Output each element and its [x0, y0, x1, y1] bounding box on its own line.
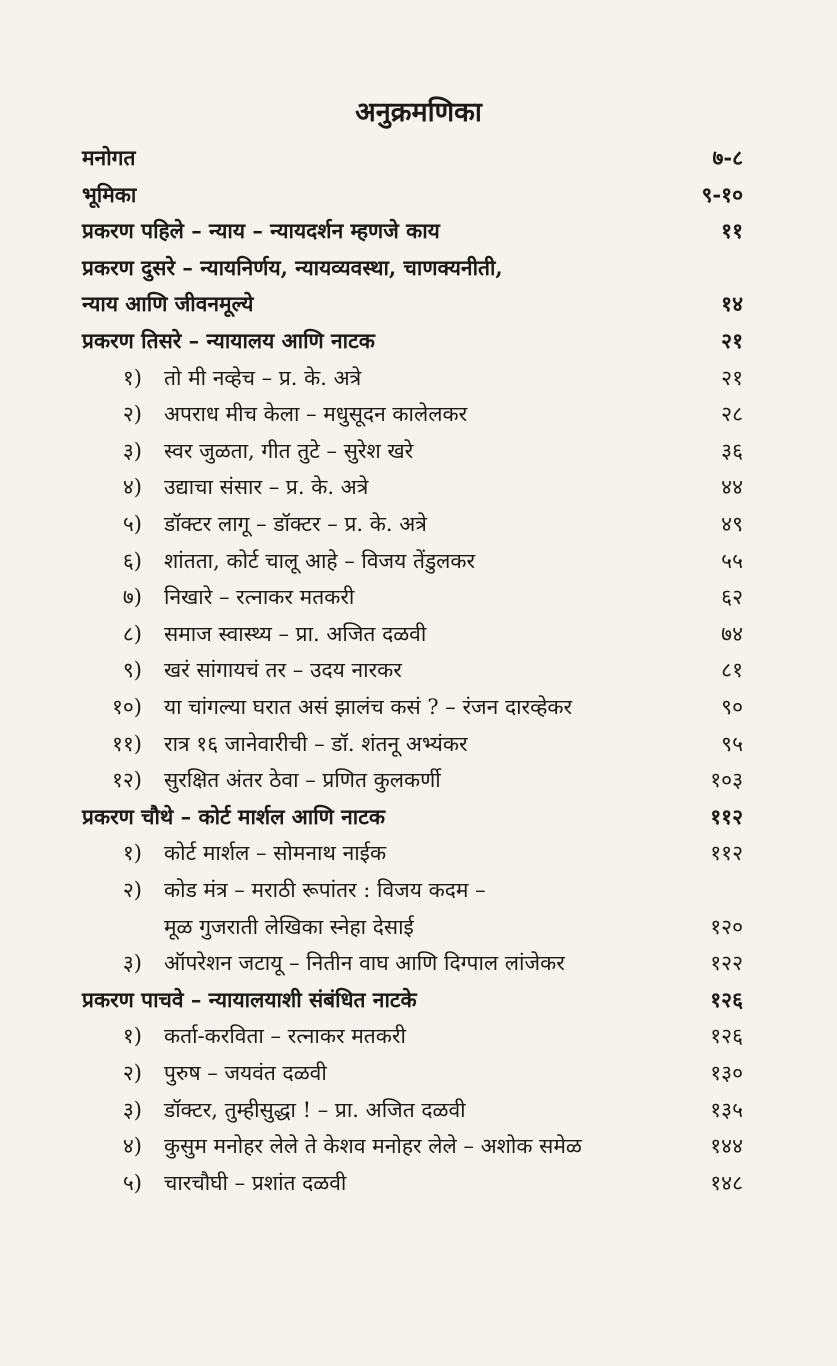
item-number: १) [122, 841, 142, 866]
entry-title: समाज स्वास्थ्य – प्रा. अजित दळवी [164, 621, 427, 646]
entry-title: कर्ता-करविता – रत्नाकर मतकरी [164, 1024, 406, 1049]
item-number: ४) [122, 1134, 142, 1159]
page-number: ११ [721, 218, 743, 244]
toc-heading [0, 799, 837, 835]
page-number: १०३ [710, 768, 743, 793]
page-number: १४४ [710, 1134, 743, 1159]
page-number: १४८ [710, 1170, 743, 1195]
item-number: ५) [122, 512, 142, 536]
toc-item [0, 835, 837, 871]
item-number: ३) [122, 951, 142, 976]
entry-title: खरं सांगायचं तर – उदय नारकर [164, 658, 402, 683]
entry-title: प्रकरण चौथे – कोर्ट मार्शल आणि नाटक [82, 803, 385, 829]
entry-title: डॉक्टर लागू – डॉक्टर – प्र. के. अत्रे [164, 512, 427, 536]
entry-title: रात्र १६ जानेवारीची – डॉ. शंतनू अभ्यंकर [164, 731, 468, 756]
entry-title: उद्याचा संसार – प्र. के. अत्रे [164, 475, 369, 500]
toc-item [0, 396, 837, 432]
item-number: ७) [122, 585, 142, 610]
entry-title: शांतता, कोर्ट चालू आहे – विजय तेंडुलकर [164, 548, 476, 573]
toc-item [0, 543, 837, 579]
toc-item [0, 579, 837, 615]
page-number: ६२ [721, 585, 743, 610]
item-number: ४) [122, 475, 142, 500]
entry-title: प्रकरण पहिले – न्याय – न्यायदर्शन म्हणजे काय [82, 218, 440, 244]
toc-item [0, 909, 837, 945]
item-number: ८) [122, 621, 142, 646]
item-number: ९) [122, 658, 142, 683]
entry-title: मनोगत [82, 145, 136, 170]
entry-title: या चांगल्या घरात असं झालंच कसं ? – रंजन दारव्हेकर [164, 695, 573, 719]
page-number: ७४ [721, 621, 743, 646]
page-number: २१ [721, 328, 743, 353]
toc-heading [0, 286, 837, 322]
toc-item [0, 689, 837, 725]
toc-item [0, 1018, 837, 1054]
item-number: १०) [111, 695, 142, 719]
toc-heading [0, 213, 837, 249]
toc-item [0, 726, 837, 762]
page-number: ३६ [721, 438, 743, 463]
toc-item [0, 945, 837, 981]
item-number: ३) [122, 1097, 142, 1122]
item-number: ५) [122, 1170, 142, 1195]
page-number: १४ [721, 291, 743, 317]
toc-item [0, 872, 837, 908]
page-title: अनुक्रमणिका [355, 97, 482, 128]
page-number: १३० [710, 1061, 743, 1085]
item-number: ११) [111, 731, 142, 756]
page-number: ७-८ [712, 145, 743, 170]
toc-item [0, 616, 837, 652]
page-number: ४९ [721, 512, 743, 536]
toc-item [0, 1055, 837, 1091]
entry-title: चारचौघी – प्रशांत दळवी [164, 1170, 347, 1195]
item-number: १) [122, 365, 142, 390]
entry-title: मूळ गुजराती लेखिका स्नेहा देसाई [164, 914, 414, 939]
entry-title: स्वर जुळता, गीत तुटे – सुरेश खरे [164, 438, 414, 463]
item-number: १२) [111, 768, 142, 793]
item-number: १) [122, 1024, 142, 1049]
entry-title: कुसुम मनोहर लेले ते केशव मनोहर लेले – अशोक समेळ [164, 1134, 582, 1159]
page-number: ११२ [710, 841, 743, 866]
toc-heading [0, 323, 837, 359]
page-number: ९५ [721, 731, 743, 756]
toc-item [0, 360, 837, 396]
entry-title: कोड मंत्र – मराठी रूपांतर : विजय कदम – [164, 878, 486, 902]
item-number: ६) [122, 548, 142, 573]
entry-title: प्रकरण पाचवे – न्यायालयाशी संबंधित नाटके [82, 986, 417, 1012]
entry-title: प्रकरण तिसरे – न्यायालय आणि नाटक [82, 328, 375, 353]
entry-title: अपराध मीच केला – मधुसूदन कालेलकर [164, 402, 468, 427]
page-number: ९-१० [701, 181, 743, 207]
toc-item [0, 1165, 837, 1201]
page-number: १२० [710, 914, 743, 939]
page-number: २१ [721, 365, 743, 390]
page-number: ५५ [721, 548, 743, 573]
page-number: ९० [721, 695, 743, 719]
page-number: ८१ [721, 658, 743, 683]
item-number: २) [122, 1061, 142, 1085]
page-number: १२२ [710, 951, 743, 976]
page-number: १२६ [710, 1024, 743, 1049]
page-number: १३५ [710, 1097, 743, 1122]
entry-title: सुरक्षित अंतर ठेवा – प्रणित कुलकर्णी [164, 768, 441, 793]
entry-title: भूमिका [82, 181, 137, 207]
item-number: ३) [122, 438, 142, 463]
toc-item [0, 469, 837, 505]
entry-title: पुरुष – जयवंत दळवी [164, 1061, 327, 1085]
entry-title: कोर्ट मार्शल – सोमनाथ नाईक [164, 841, 387, 866]
toc-heading [0, 140, 837, 176]
page-number: १२६ [710, 986, 743, 1012]
item-number: २) [122, 402, 142, 427]
toc-heading [0, 177, 837, 213]
toc-item [0, 433, 837, 469]
toc-heading [0, 250, 837, 286]
entry-title: न्याय आणि जीवनमूल्ये [82, 291, 254, 317]
entry-title: प्रकरण दुसरे – न्यायनिर्णय, न्यायव्यवस्था, चाणक्यनीती, [82, 254, 503, 280]
entry-title: निखारे – रत्नाकर मतकरी [164, 585, 355, 610]
entry-title: ऑपरेशन जटायू – नितीन वाघ आणि दिग्पाल लांजेकर [164, 951, 565, 976]
page-number: ४४ [721, 475, 743, 500]
toc-item [0, 1128, 837, 1164]
toc-item [0, 652, 837, 688]
toc-heading [0, 982, 837, 1018]
page-number: ११२ [710, 803, 743, 829]
entry-title: डॉक्टर, तुम्हीसुद्धा ! – प्रा. अजित दळवी [164, 1097, 466, 1122]
toc-item [0, 506, 837, 542]
toc-item [0, 762, 837, 798]
entry-title: तो मी नव्हेच – प्र. के. अत्रे [164, 365, 362, 390]
item-number: २) [122, 878, 142, 902]
toc-item [0, 1092, 837, 1128]
page-number: २८ [721, 402, 743, 427]
